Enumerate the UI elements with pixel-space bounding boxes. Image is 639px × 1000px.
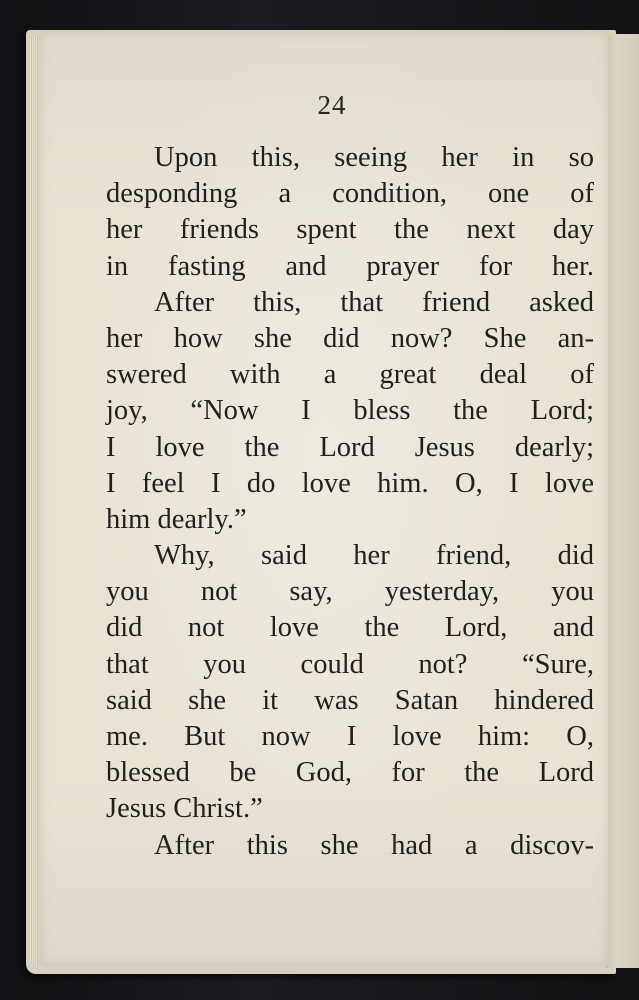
text-line: you not say, yesterday, you bbox=[106, 576, 594, 608]
body-text bbox=[106, 140, 594, 864]
text-line: did not love the Lord, and bbox=[106, 612, 594, 644]
text-line: Why, said her friend, did bbox=[154, 540, 594, 572]
text-line: her how she did now? She an- bbox=[106, 322, 594, 354]
text-line: Upon this, seeing her in so bbox=[154, 142, 594, 173]
text-line: me. But now I love him: O, bbox=[106, 721, 594, 752]
text-line: I feel I do love him. O, I love bbox=[106, 467, 594, 499]
text-line: said she it was Satan hindered bbox=[106, 684, 594, 716]
page-number: 24 bbox=[317, 90, 347, 120]
text-line: her friends spent the next day bbox=[106, 214, 594, 246]
text-line: desponding a condition, one of bbox=[106, 178, 594, 210]
text-line: him dearly.” bbox=[106, 503, 247, 535]
book-page bbox=[40, 32, 608, 966]
text-line: I love the Lord Jesus dearly; bbox=[106, 431, 594, 463]
page-edges-left bbox=[30, 36, 38, 966]
facing-page-edge bbox=[606, 34, 639, 968]
text-line: in fasting and prayer for her. bbox=[106, 250, 594, 282]
text-line: Jesus Christ.” bbox=[106, 793, 263, 825]
text-line: blessed be God, for the Lord bbox=[106, 757, 594, 789]
text-line: After this she had a discov- bbox=[154, 829, 594, 861]
text-line: swered with a great deal of bbox=[106, 359, 594, 391]
text-line: that you could not? “Sure, bbox=[106, 648, 594, 680]
text-line: After this, that friend asked bbox=[154, 286, 594, 318]
text-line: joy, “Now I bless the Lord; bbox=[106, 395, 594, 427]
